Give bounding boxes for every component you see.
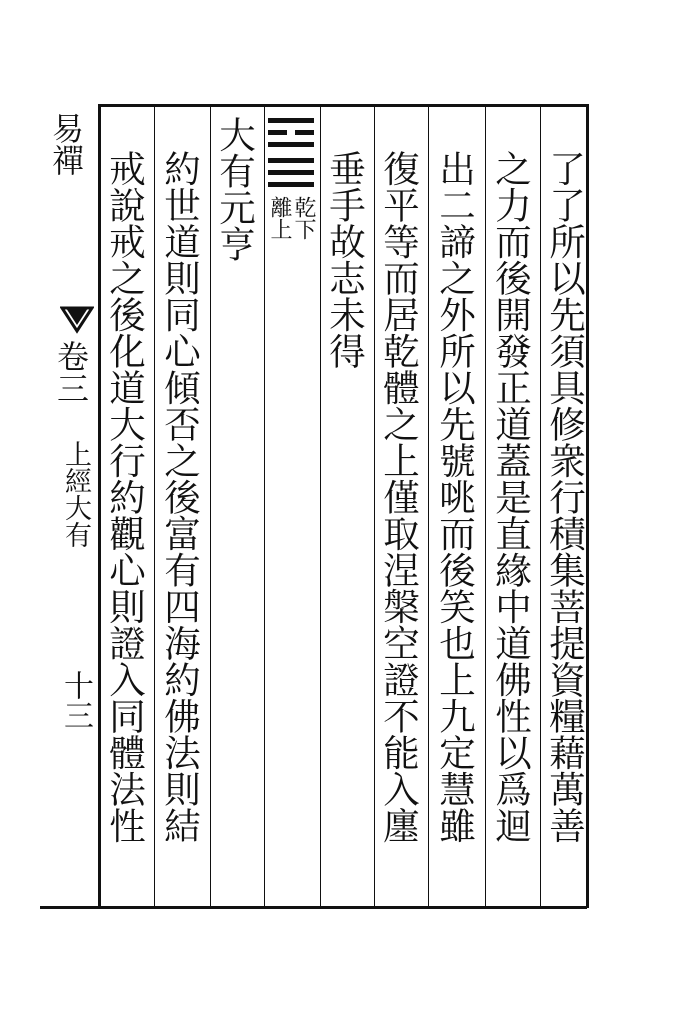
column-divider <box>428 106 429 906</box>
hexagram-upper-trigram: 離上 <box>267 196 292 240</box>
hexagram-symbol <box>268 118 314 190</box>
column-divider <box>210 106 211 906</box>
text-column: 出二諦之外所以先號咷而後笑也上九定慧雖 <box>433 150 477 844</box>
commentary-column: 戒說戒之後化道大行約觀心則證入同體法性 <box>103 150 147 844</box>
text-column: 之力而後開發正道蓋是直緣中道佛性以爲迴 <box>489 150 533 844</box>
column-divider <box>485 106 486 906</box>
column-divider <box>320 106 321 906</box>
frame-top-rule <box>98 104 587 107</box>
book-title: 易禪 <box>47 112 85 176</box>
column-divider <box>154 106 155 906</box>
frame-bottom-rule <box>40 906 587 909</box>
text-column: 了了所以先須具修衆行積集菩提資糧藉萬善 <box>543 150 587 844</box>
hexagram-lower-trigram: 乾下 <box>291 196 316 240</box>
page-number: 十三 <box>58 670 93 730</box>
text-column: 復平等而居乾體之上僅取涅槃空證不能入廛 <box>377 150 421 844</box>
column-divider <box>374 106 375 906</box>
fold-mark-icon <box>60 305 94 335</box>
frame-left-rule <box>98 104 101 908</box>
volume-label: 卷三 <box>52 340 90 404</box>
text-column: 垂手故志未得 <box>323 150 367 369</box>
hexagram-judgment: 大有元亨 <box>213 116 257 262</box>
column-divider <box>264 106 265 906</box>
section-label: 上經大有 <box>60 440 91 548</box>
column-divider <box>540 106 541 906</box>
commentary-column: 約世道則同心傾否之後富有四海約佛法則結 <box>158 150 202 844</box>
